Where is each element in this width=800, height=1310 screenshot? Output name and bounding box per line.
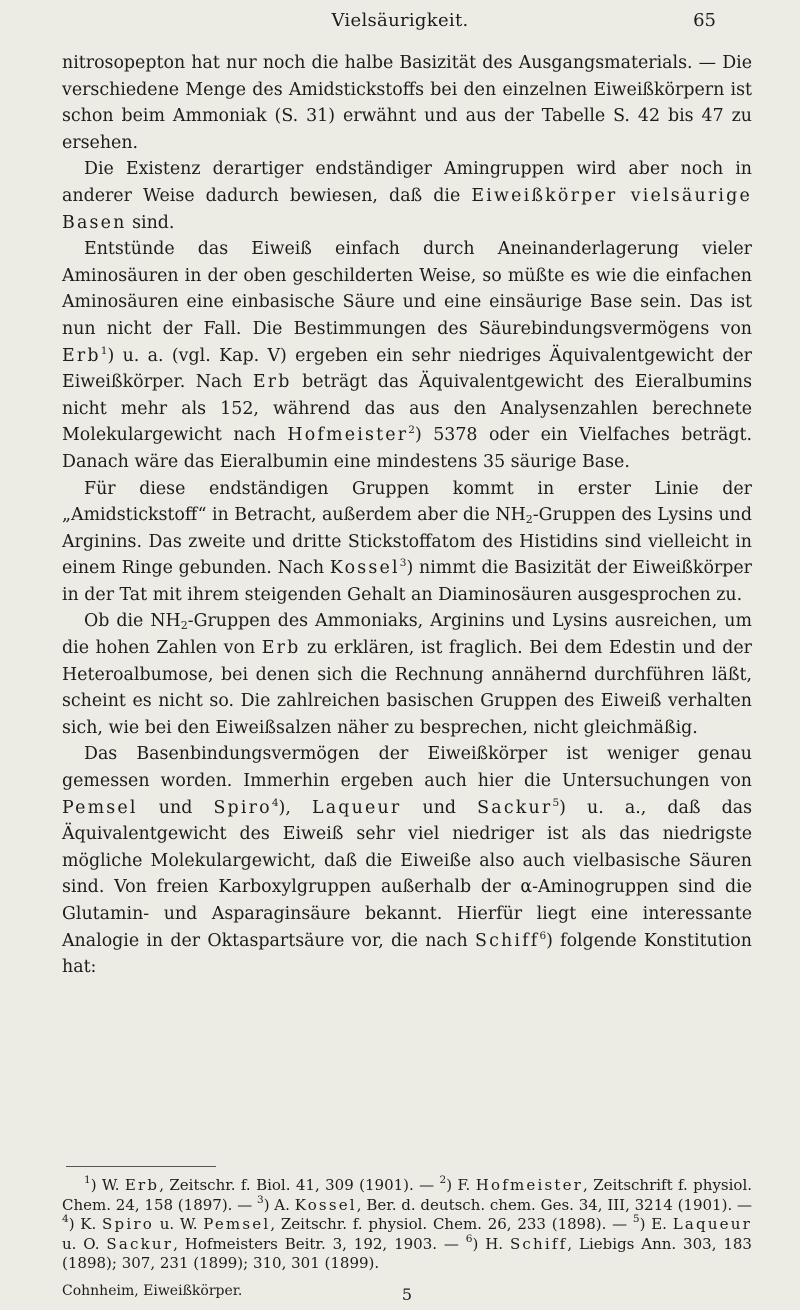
paragraph-4 <box>62 476 752 609</box>
author-name: Kossel <box>329 558 400 579</box>
author-name: Schiff <box>509 1234 568 1253</box>
text-run: beträgt das Äquivalentgewicht des Eieralbumins nicht mehr als 152, während das aus den Analysenzahlen berechnete Molekulargewicht nach <box>62 372 752 446</box>
sheet-signature: Cohnheim, Eiweißkörper. <box>62 1283 243 1299</box>
text-run: ) nimmt die Basizität der Eiweißkörper in der Tat mit ihrem steigenden Gehalt an Diaminosäuren ausgesprochen zu. <box>62 558 752 605</box>
subscript: 2 <box>180 619 188 633</box>
footnote-ref: 1 <box>100 344 108 357</box>
subscript: 2 <box>525 513 533 527</box>
text-run: ) u. a., daß das Äquivalentgewicht des Eiweiß sehr viel niedriger ist als das niedrigste mögliche Molekulargewicht, daß die Eiweiße also auch vielbasische Säuren sind. Von freien Karboxylgruppen außerhalb der α-Aminogruppen sind die Glutamin- und Asparaginsäure bekannt. Hierfür liegt eine interessante Analogie in der Oktaspartsäure vor, die nach <box>62 797 753 951</box>
text-run: , Zeitschr. f. Biol. 41, 309 (1901). — <box>159 1176 440 1194</box>
paragraph-3 <box>62 236 752 475</box>
text-run: , Liebigs Ann. 303, 183 (1898); 307, 231 (1899); 310, 301 (1899). <box>62 1234 752 1272</box>
author-name: Laqueur <box>311 797 402 818</box>
footnote-marker: 4 <box>62 1213 69 1225</box>
page-bottom <box>62 1283 752 1305</box>
text-run: und <box>137 797 214 818</box>
text-run: ) u. a. (vgl. Kap. V) ergeben ein sehr niedriges Äquivalentgewicht der Eiweißkörper. Nach <box>62 345 752 393</box>
author-name: Pemsel <box>62 797 138 818</box>
author-name: Schiff <box>474 930 540 951</box>
author-name: Spiro <box>213 797 272 818</box>
text-run: u. W. <box>153 1215 204 1233</box>
text-run: Entstünde das Eiweiß einfach durch Aneinanderlagerung vieler Aminosäuren in der oben geschilderten Weise, so müßte es wie die einfachen Aminosäuren eine einbasische Säure und eine einsäurige Base sein. Das ist nun nicht der Fall. Die Bestimmungen des Säurebindungsvermögens von <box>62 239 752 339</box>
running-title: Vielsäurigkeit. <box>331 10 469 31</box>
text-run: , Zeitschr. f. physiol. Chem. 26, 233 (1898). — <box>270 1215 633 1233</box>
text-run: ) H. <box>472 1234 510 1253</box>
author-name: Sackur <box>106 1234 174 1253</box>
text-run: u. O. <box>62 1234 107 1253</box>
footnote-ref: 4 <box>271 796 279 809</box>
text-run: ) K. <box>68 1215 103 1233</box>
text-run: -Gruppen des Ammoniaks, Arginins und Lysins ausreichen, um die hohen Zahlen von <box>62 611 752 659</box>
author-name: Hofmeister <box>287 425 409 446</box>
body-text <box>62 50 752 981</box>
text-run: ) F. <box>446 1176 476 1194</box>
text-run: , Hofmeisters Beitr. 3, 192, 1903. — <box>173 1234 466 1253</box>
text-run: und <box>401 797 478 818</box>
footnote-marker: 3 <box>257 1193 264 1206</box>
footnote-marker: 5 <box>632 1213 640 1225</box>
author-name: Erb <box>62 345 101 366</box>
author-name: Hofmeister <box>475 1176 584 1194</box>
footnote-marker: 2 <box>439 1174 447 1186</box>
footnote-marker: 1 <box>84 1174 91 1186</box>
paragraph-5 <box>62 608 752 741</box>
footnote-divider <box>66 1166 216 1167</box>
page-header <box>0 10 800 38</box>
author-name: Erb <box>261 638 301 659</box>
text-run: ) folgende Konstitution hat: <box>62 930 752 978</box>
paragraph-6 <box>62 741 752 980</box>
author-name: Laqueur <box>672 1215 752 1233</box>
text-run: , Zeitschrift f. physiol. Chem. 24, 158 (1897). — <box>62 1176 753 1214</box>
text-run: Das Basenbindungsvermögen der Eiweißkörper ist weniger genau gemessen worden. Immerhin ergeben auch hier die Untersuchungen von <box>62 744 752 792</box>
footnote-ref: 5 <box>552 796 560 809</box>
page-number: 65 <box>693 10 716 31</box>
footnote-marker: 6 <box>465 1232 473 1245</box>
text-run: Ob die NH <box>84 611 181 632</box>
text-run: sind. <box>126 212 175 233</box>
author-name: Kossel <box>294 1195 357 1214</box>
text-run: Für diese endständigen Gruppen kommt in erster Linie der „Amidstickstoff“ in Betracht, außerdem aber die NH <box>62 478 752 526</box>
text-run: ), <box>278 797 312 818</box>
footnote-ref: 3 <box>399 557 407 570</box>
footnote-ref: 6 <box>539 929 547 942</box>
author-name: Erb <box>124 1176 160 1194</box>
text-run: , Ber. d. deutsch. chem. Ges. 34, III, 3214 (1901). — <box>356 1195 752 1214</box>
text-run: Die Existenz derartiger endständiger Amingruppen wird aber noch in anderer Weise dadurch bewiesen, daß die <box>62 159 752 206</box>
author-name: Erb <box>252 372 292 393</box>
text-run: nitrosopepton hat nur noch die halbe Basizität des Ausgangsmaterials. — Die verschiedene Menge des Amidstickstoffs bei den einzelnen Eiweißkörpern ist schon beim Ammoniak (S. 31) erwähnt und aus der Tabelle S. 42 bis 47 zu ersehen. <box>62 53 752 153</box>
text-run: zu erklären, ist fraglich. Bei dem Edestin und der Heteroalbumose, bei denen sich die Rechnung annähernd durchführen läßt, scheint es nicht so. Die zahlreichen basischen Gruppen des Eiweiß verhalten sich, wie bei den Eiweißsalzen näher zu besprechen, nicht gleichmäßig. <box>62 638 752 738</box>
text-run: ) A. <box>263 1195 295 1214</box>
footnote-block <box>62 1176 752 1274</box>
text-run: ) W. <box>90 1176 125 1194</box>
sheet-number: 5 <box>401 1285 413 1304</box>
text-run: ) E. <box>639 1215 673 1233</box>
paragraph-2 <box>62 156 752 236</box>
text-run: ) 5378 oder ein Vielfaches beträgt. Danach wäre das Eieralbumin eine mindestens 35 säurige Base. <box>62 425 752 472</box>
emphasized-phrase: Eiweißkörper vielsäurige Basen <box>62 185 752 233</box>
author-name: Spiro <box>102 1215 154 1233</box>
author-name: Pemsel <box>203 1215 271 1233</box>
text-run: -Gruppen des Lysins und Arginins. Das zweite und dritte Stickstoffatom des Histidins sind vielleicht in einem Ringe gebunden. Nach <box>62 505 752 579</box>
author-name: Sackur <box>477 797 553 818</box>
paragraph-1 <box>62 50 752 156</box>
footnotes <box>62 1176 752 1274</box>
footnote-ref: 2 <box>408 424 415 437</box>
